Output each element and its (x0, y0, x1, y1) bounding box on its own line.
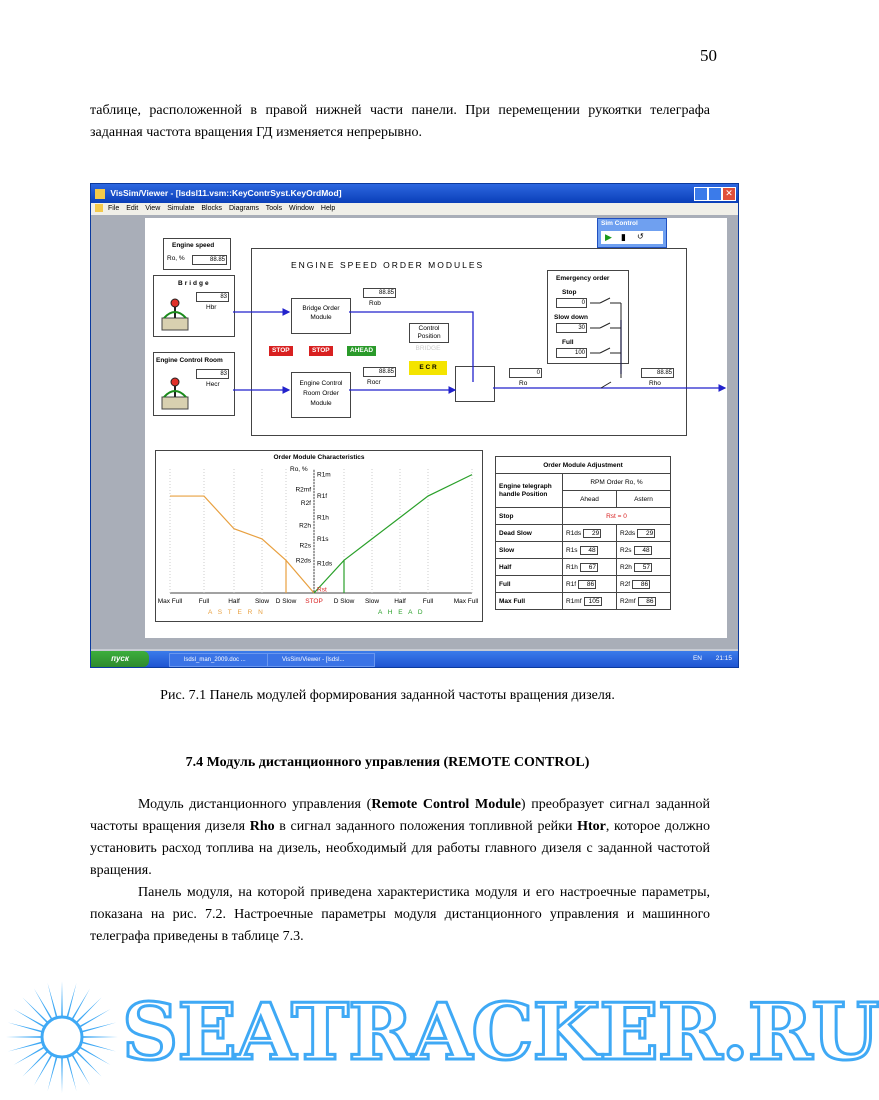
em-full-label: Full (562, 339, 574, 346)
menu-file[interactable]: File (107, 205, 120, 212)
adjustment-row (496, 525, 671, 542)
taskbar-lang[interactable]: EN (692, 655, 702, 662)
param-value[interactable]: 48 (634, 546, 652, 555)
adjustment-row (496, 559, 671, 576)
p1-text-e: в сигнал заданного положения топливной рейки (274, 819, 578, 834)
rho-var: Rho (649, 380, 661, 387)
x-tick-label: STOP (305, 598, 323, 605)
y-tick-label: R2s (299, 542, 311, 550)
x-tick-label: D Slow (333, 598, 355, 605)
bridge-button[interactable]: BRIDGE (415, 345, 441, 352)
reset-icon[interactable]: ↺ (637, 232, 644, 241)
row-cell (617, 542, 671, 559)
x-tick-label: Full (422, 598, 434, 605)
p1-text-g: , которое должно установить расход топлива на дизель, необходимый для работы главного дизеля с заданной частотой вращения. (90, 819, 710, 878)
taskbar (91, 651, 738, 667)
em-full-value[interactable]: 100 (556, 348, 587, 358)
app-icon (95, 189, 105, 199)
col-ahead-header: Ahead (563, 491, 617, 508)
menu-tools[interactable]: Tools (265, 205, 283, 212)
ahead-label: A H E A D (378, 609, 425, 616)
row-position: Full (496, 576, 563, 593)
chart-title: Order Module Characteristics (273, 454, 365, 461)
menu-blocks[interactable]: Blocks (201, 205, 223, 212)
ahead-series-line (314, 475, 472, 593)
row-stop-pos: Stop (496, 508, 563, 525)
y-axis-label: Ro, % (290, 466, 308, 473)
stop-tag-2: STOP (309, 346, 333, 356)
p1-remote-control-module: Remote Control Module (371, 797, 521, 812)
start-button[interactable]: пуск (91, 651, 149, 667)
canvas-area (91, 215, 738, 649)
p1-text-c: ) преобразует сигнал заданной частоты вращения дизеля (90, 797, 710, 834)
ecr-var: Hecr (206, 381, 220, 388)
row-cell (617, 559, 671, 576)
maximize-icon[interactable] (708, 187, 722, 201)
ro-var: Ro (519, 380, 528, 387)
page-number: 50 (700, 46, 717, 65)
rho-value: 88.85 (641, 368, 674, 378)
param-label: R1s (566, 546, 578, 554)
signal-wires (145, 218, 727, 438)
param-value[interactable]: 29 (583, 529, 601, 538)
window-title: VisSim/Viewer - [lsdsl11.vsm::KeyContrSyst.KeyOrdMod] (110, 188, 342, 198)
emergency-order-label: Emergency order (556, 275, 610, 282)
row-cell (563, 559, 617, 576)
ecr-button[interactable]: E C R (409, 361, 447, 375)
row-cell (563, 525, 617, 542)
menu-view[interactable]: View (145, 205, 161, 212)
param-label: R1f (566, 580, 577, 588)
close-icon[interactable]: ✕ (722, 187, 736, 201)
vissim-window (90, 183, 739, 668)
em-stop-value[interactable]: 0 (556, 298, 587, 308)
row-cell (617, 525, 671, 542)
adjustment-title: Order Module Adjustment (496, 457, 671, 474)
rob-value: 88.85 (363, 288, 396, 298)
y-tick-label: R1h (317, 514, 329, 522)
param-label: R2ds (620, 529, 636, 537)
y-tick-label: R1m (317, 471, 331, 479)
em-slowdown-label: Slow down (554, 314, 588, 321)
engine-speed-value: 88.85 (192, 255, 227, 265)
param-label: R2s (620, 546, 632, 554)
ahead-tag: AHEAD (347, 346, 376, 356)
step-icon[interactable]: ▮ (621, 232, 626, 242)
adjustment-row (496, 542, 671, 559)
y-tick-label: R2h (299, 522, 311, 530)
col-rpm-header: RPM Order Ro, % (563, 474, 671, 491)
param-label: R1ds (566, 529, 582, 537)
astern-label: A S T E R N (208, 609, 265, 616)
menu-help[interactable]: Help (320, 205, 336, 212)
menu-simulate[interactable]: Simulate (167, 205, 195, 212)
p1-htor: Htor (577, 819, 606, 834)
adjustment-row (496, 576, 671, 593)
x-tick-label: D Slow (275, 598, 297, 605)
x-tick-label: Half (394, 598, 406, 605)
taskbar-item-vissim[interactable]: VisSim/Viewer - [lsdsl... (267, 653, 375, 667)
col-astern-header: Astern (617, 491, 671, 508)
param-label: R1mf (566, 597, 582, 605)
row-cell (563, 593, 617, 610)
param-value[interactable]: 105 (584, 597, 602, 606)
bridge-value: 83 (196, 292, 229, 302)
watermark-logo (0, 985, 879, 1095)
sun-core (42, 1017, 82, 1057)
window-titlebar (91, 184, 738, 203)
rob-var: Rob (369, 300, 381, 307)
bridge-var: Hbr (206, 304, 217, 311)
bridge-label: Bridge (178, 280, 211, 287)
menu-edit[interactable]: Edit (126, 205, 139, 212)
diagram-title: ENGINE SPEED ORDER MODULES (291, 260, 485, 270)
diagram-canvas (145, 218, 727, 638)
y-tick-label: R2ds (295, 557, 311, 565)
sim-control-title: Sim Control (601, 220, 638, 227)
y-tick-label: R1f (317, 493, 328, 501)
paragraph-2: Панель модуля, на которой приведена характеристика модуля и его настроечные параметры, показана на рис. 7.2. Настроечные параметры модуля дистанционного управления и машинного телеграфа приведены в таблице 7.3. (90, 885, 710, 944)
ecr-value: 83 (196, 369, 229, 379)
adjustment-row (496, 593, 671, 610)
x-tick-label: Max Full (157, 598, 183, 605)
x-tick-label: Max Full (453, 598, 479, 605)
ro-value: 0 (509, 368, 542, 378)
astern-series-line (170, 496, 314, 593)
row-cell (617, 576, 671, 593)
characteristics-chart-box (155, 450, 483, 622)
y-tick-label: R1s (317, 535, 329, 543)
y-tick-label: R2f (300, 499, 311, 507)
x-tick-label: Half (228, 598, 240, 605)
p1-rho: Rho (249, 819, 275, 834)
row-position: Slow (496, 542, 563, 559)
param-value[interactable]: 48 (580, 546, 598, 555)
paragraph-1 (90, 794, 710, 882)
engine-speed-unit: Ro, % (167, 255, 185, 262)
play-icon[interactable]: ▶ (605, 232, 612, 242)
row-position: Dead Slow (496, 525, 563, 542)
rocr-value: 88.85 (363, 367, 396, 377)
p1-text-a: Модуль дистанционного управления ( (138, 797, 372, 812)
em-slowdown-value[interactable]: 30 (556, 323, 587, 333)
section-heading: 7.4 Модуль дистанционного управления (REMOTE CONTROL) (185, 755, 590, 770)
engine-speed-label: Engine speed (172, 242, 215, 249)
row-cell (563, 576, 617, 593)
control-position-label: Control Position (417, 325, 441, 340)
doc-icon (95, 204, 103, 212)
menu-bar (91, 203, 738, 215)
intro-paragraph: таблице, расположенной в правой нижней части панели. При перемещении рукоятки телеграфа заданная частота вращения ГД изменяется непрерывно. (90, 103, 710, 140)
param-label: R2f (620, 580, 631, 588)
bridge-order-module-label: Bridge Order Module (302, 305, 340, 321)
row-position: Max Full (496, 593, 563, 610)
ecr-label: Engine Control Room (156, 357, 223, 364)
param-label: R2mf (620, 597, 636, 605)
characteristics-chart (156, 451, 482, 621)
minimize-icon[interactable] (694, 187, 708, 201)
param-value[interactable]: 86 (632, 580, 650, 589)
x-tick-label: Full (198, 598, 210, 605)
param-value[interactable]: 29 (637, 529, 655, 538)
y-tick-label: R1ds (317, 560, 333, 568)
row-cell (563, 542, 617, 559)
watermark-text: SEATRACKER.RU (122, 987, 879, 1078)
em-stop-label: Stop (562, 289, 577, 296)
col-position-header: Engine telegraph handle Position (496, 474, 563, 508)
param-value[interactable]: 57 (634, 563, 652, 572)
taskbar-clock: 21:15 (715, 655, 732, 662)
row-stop-value: Rst = 0 (563, 508, 671, 525)
ecr-order-module-label: Engine Control Room Order Module (299, 380, 343, 407)
figure-caption: Рис. 7.1 Панель модулей формирования заданной частоты вращения дизеля. (160, 688, 615, 703)
menu-window[interactable]: Window (289, 205, 314, 212)
rocr-var: Rocr (367, 379, 381, 386)
y-tick-label: R2mf (295, 486, 311, 494)
taskbar-item-doc[interactable]: lsdsl_man_2009.doc ... (169, 653, 277, 667)
menu-diagrams[interactable]: Diagrams (228, 205, 259, 212)
param-label: R2h (620, 563, 632, 571)
y-tick-label: Rst (317, 586, 327, 594)
row-cell (617, 593, 671, 610)
param-value[interactable]: 67 (580, 563, 598, 572)
param-value[interactable]: 86 (638, 597, 656, 606)
x-tick-label: Slow (254, 598, 270, 605)
x-tick-label: Slow (364, 598, 380, 605)
param-label: R1h (566, 563, 578, 571)
adjustment-table (495, 456, 671, 610)
param-value[interactable]: 86 (578, 580, 596, 589)
row-position: Half (496, 559, 563, 576)
stop-tag-1: STOP (269, 346, 293, 356)
